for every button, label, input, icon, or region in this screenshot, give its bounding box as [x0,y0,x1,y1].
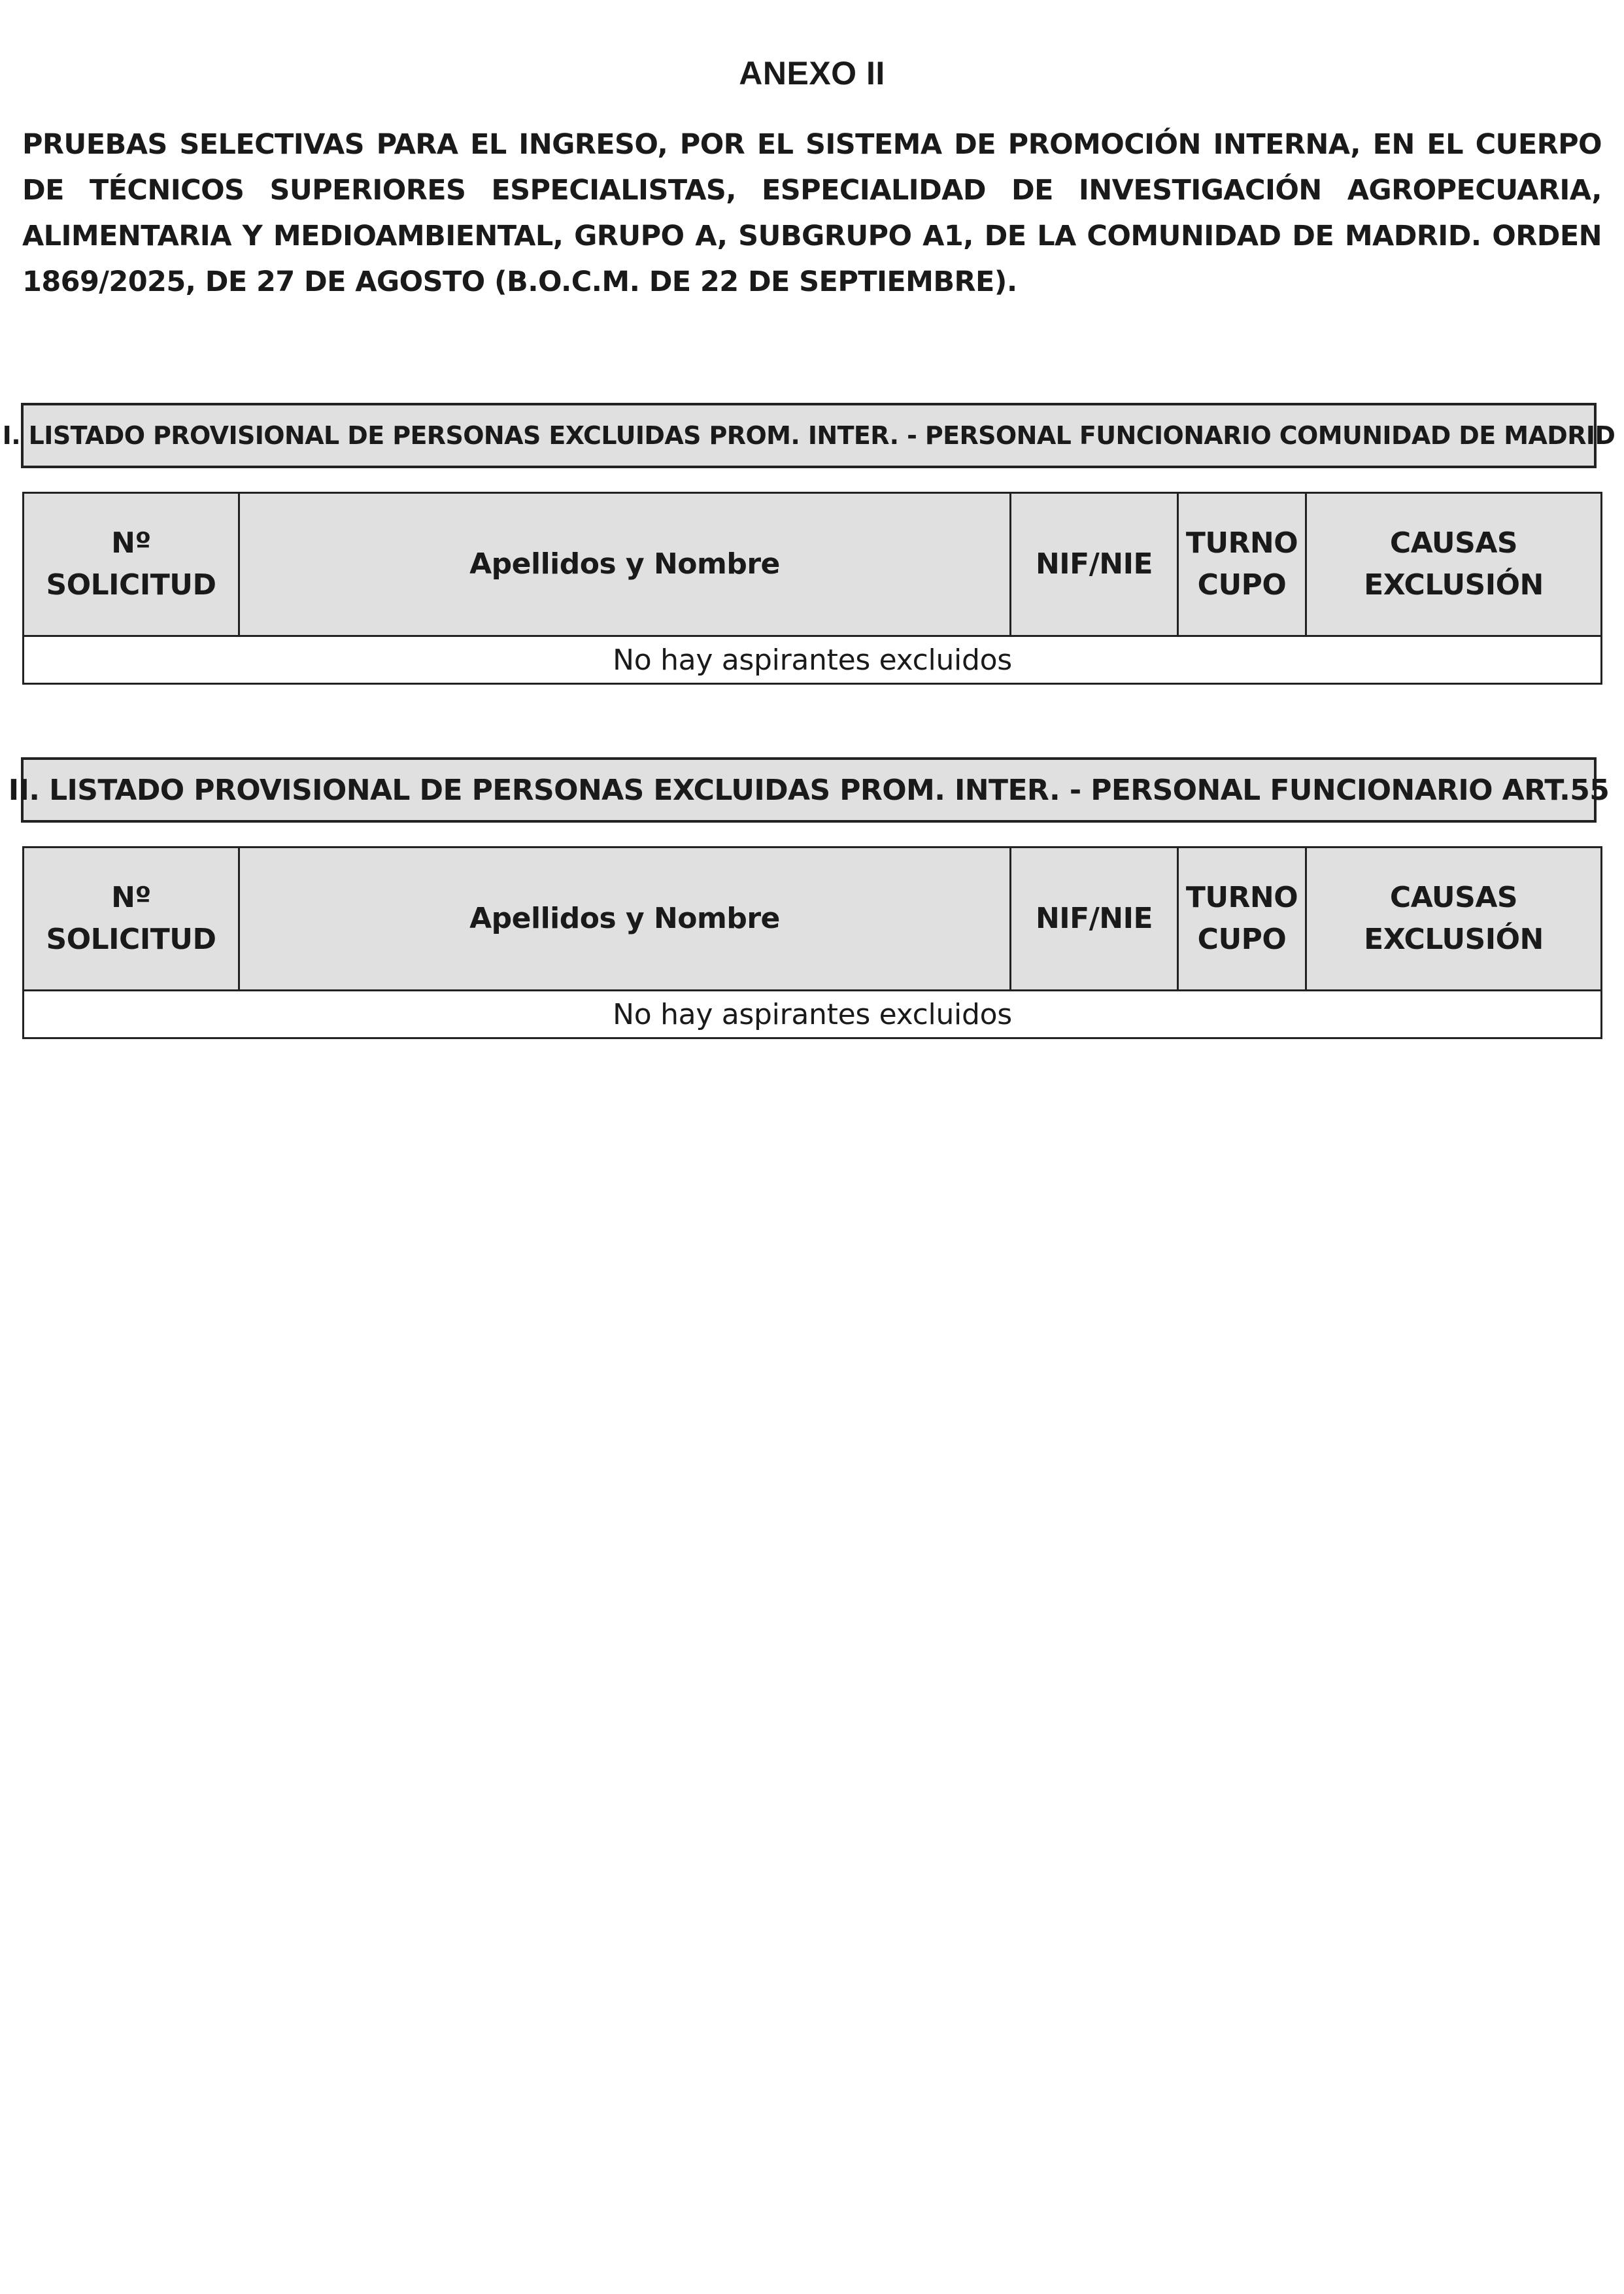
column-header-turno-line-2: CUPO [1197,923,1287,956]
table-header-row [24,493,1602,636]
column-header-causas [1306,847,1602,991]
column-header-nif: NIF/NIE [1011,493,1178,636]
excluded-table-2 [22,846,1602,1039]
page-title: ANEXO II [739,55,885,92]
intro-paragraph: PRUEBAS SELECTIVAS PARA EL INGRESO, POR EL SISTEMA DE PROMOCIÓN INTERNA, EN EL CUERPO DE TÉCNICOS SUPERIORES ESPECIALISTAS, ESPECIALIDAD DE INVESTIGACIÓN AGROPECUARIA, ALIMENTARIA Y MEDIOAMBIENTAL, GRUPO A, SUBGRUPO A1, DE LA COMUNIDAD DE MADRID. ORDEN 1869/2025, DE 27 DE AGOSTO (B.O.C.M. DE 22 DE SEPTIEMBRE). [22,128,1602,298]
column-header-turno-line-1: TURNO [1185,881,1298,914]
column-header-turno-line-1: TURNO [1185,526,1298,560]
column-header-turno [1178,493,1306,636]
table-header-row [24,847,1602,991]
column-header-nombre: Apellidos y Nombre [239,847,1011,991]
empty-message: No hay aspirantes excluidos [24,991,1602,1038]
column-header-solicitud [24,493,239,636]
column-header-turno [1178,847,1306,991]
column-header-causas-line-2: EXCLUSIÓN [1364,923,1544,956]
section-heading-2: II. LISTADO PROVISIONAL DE PERSONAS EXCLUIDAS PROM. INTER. - PERSONAL FUNCIONARIO ART.55 [21,757,1597,823]
column-header-solicitud-line-1: Nº [111,526,151,560]
column-header-causas-line-2: EXCLUSIÓN [1364,568,1544,602]
column-header-causas [1306,493,1602,636]
column-header-causas-line-1: CAUSAS [1389,526,1518,560]
column-header-nombre: Apellidos y Nombre [239,493,1011,636]
column-header-turno-line-2: CUPO [1197,568,1287,602]
table-row [24,636,1602,684]
table-row [24,991,1602,1038]
column-header-solicitud [24,847,239,991]
column-header-solicitud-line-2: SOLICITUD [46,923,216,956]
column-header-causas-line-1: CAUSAS [1389,881,1518,914]
empty-message: No hay aspirantes excluidos [24,636,1602,684]
excluded-table-1 [22,492,1602,685]
column-header-solicitud-line-2: SOLICITUD [46,568,216,602]
section-heading-1: I. LISTADO PROVISIONAL DE PERSONAS EXCLUIDAS PROM. INTER. - PERSONAL FUNCIONARIO COMUNIDAD DE MADRID [21,403,1597,468]
column-header-solicitud-line-1: Nº [111,881,151,914]
column-header-nif: NIF/NIE [1011,847,1178,991]
